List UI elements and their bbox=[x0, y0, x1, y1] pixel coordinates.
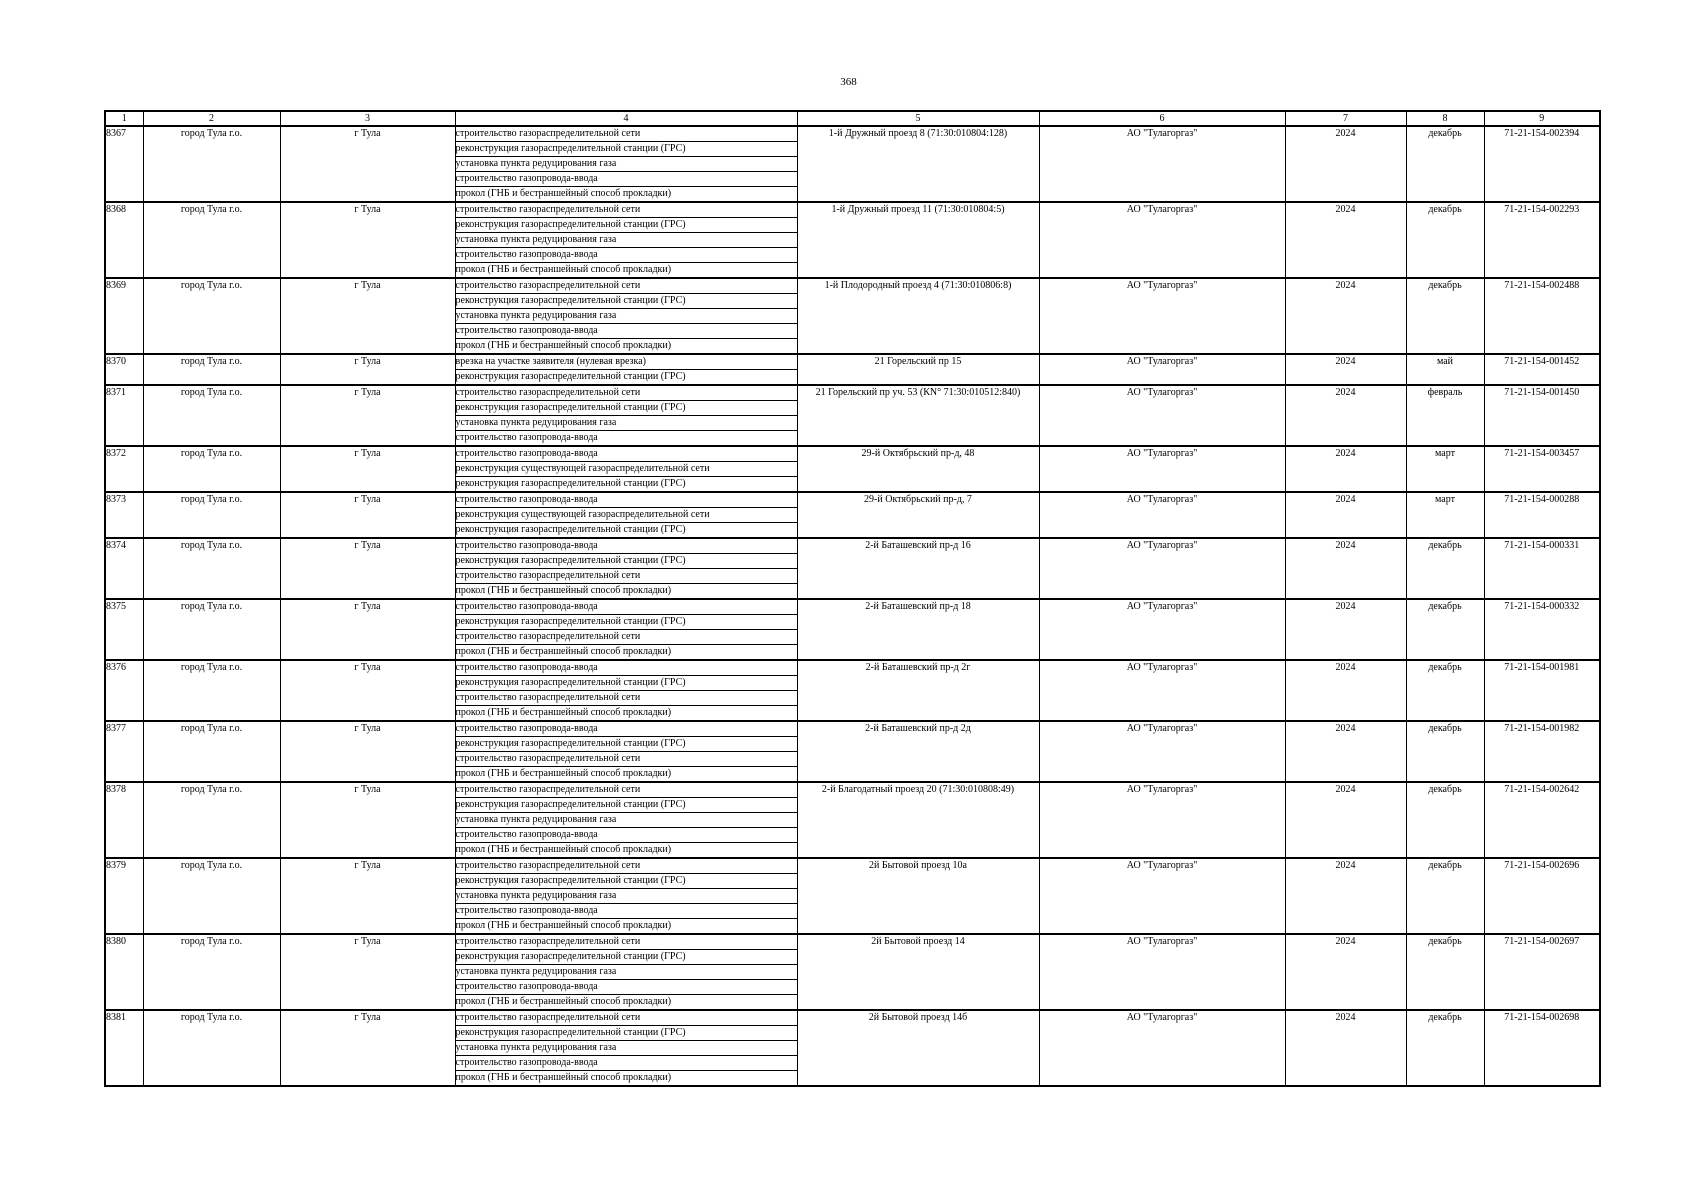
work-item-cell: прокол (ГНБ и бестраншейный способ прокладки) bbox=[455, 187, 797, 203]
code-cell: 71-21-154-002696 bbox=[1484, 858, 1600, 934]
work-item-cell: строительство газопровода-ввода bbox=[455, 599, 797, 615]
month-cell: декабрь bbox=[1406, 278, 1484, 354]
work-item-cell: строительство газораспределительной сети bbox=[455, 782, 797, 798]
work-item-cell: строительство газопровода-ввода bbox=[455, 492, 797, 508]
record-number: 8376 bbox=[105, 660, 143, 721]
record-number: 8367 bbox=[105, 126, 143, 202]
record-number: 8377 bbox=[105, 721, 143, 782]
table-row bbox=[105, 599, 1600, 615]
organization-cell: АО "Тулагоргаз" bbox=[1039, 1010, 1285, 1086]
address-cell: 1-й Дружный проезд 11 (71:30:010804:5) bbox=[797, 202, 1039, 278]
code-cell: 71-21-154-000331 bbox=[1484, 538, 1600, 599]
year-cell: 2024 bbox=[1285, 385, 1406, 446]
work-item-cell: строительство газораспределительной сети bbox=[455, 385, 797, 401]
work-item-cell: строительство газопровода-ввода bbox=[455, 904, 797, 919]
address-cell: 29-й Октябрьский пр-д, 48 bbox=[797, 446, 1039, 492]
work-item-cell: установка пункта редуцирования газа bbox=[455, 233, 797, 248]
organization-cell: АО "Тулагоргаз" bbox=[1039, 599, 1285, 660]
organization-cell: АО "Тулагоргаз" bbox=[1039, 446, 1285, 492]
settlement-cell: г Тула bbox=[280, 721, 455, 782]
column-header: 5 bbox=[797, 111, 1039, 126]
record-number: 8371 bbox=[105, 385, 143, 446]
settlement-cell: г Тула bbox=[280, 354, 455, 385]
work-item-cell: прокол (ГНБ и бестраншейный способ прокладки) bbox=[455, 263, 797, 279]
work-item-cell: строительство газопровода-ввода bbox=[455, 660, 797, 676]
work-item-cell: реконструкция газораспределительной станции (ГРС) bbox=[455, 294, 797, 309]
organization-cell: АО "Тулагоргаз" bbox=[1039, 202, 1285, 278]
district-cell: город Тула г.о. bbox=[143, 202, 280, 278]
address-cell: 2й Бытовой проезд 10а bbox=[797, 858, 1039, 934]
table-row bbox=[105, 385, 1600, 401]
work-item-cell: реконструкция газораспределительной станции (ГРС) bbox=[455, 218, 797, 233]
address-cell: 2-й Баташевский пр-д 18 bbox=[797, 599, 1039, 660]
code-cell: 71-21-154-002697 bbox=[1484, 934, 1600, 1010]
code-cell: 71-21-154-002488 bbox=[1484, 278, 1600, 354]
table-row bbox=[105, 1010, 1600, 1026]
page-number: 368 bbox=[840, 76, 857, 88]
work-item-cell: прокол (ГНБ и бестраншейный способ прокладки) bbox=[455, 919, 797, 935]
work-item-cell: реконструкция газораспределительной станции (ГРС) bbox=[455, 676, 797, 691]
work-item-cell: реконструкция газораспределительной станции (ГРС) bbox=[455, 477, 797, 493]
settlement-cell: г Тула bbox=[280, 599, 455, 660]
settlement-cell: г Тула bbox=[280, 858, 455, 934]
work-item-cell: строительство газораспределительной сети bbox=[455, 1010, 797, 1026]
table-row bbox=[105, 782, 1600, 798]
work-item-cell: строительство газопровода-ввода bbox=[455, 980, 797, 995]
code-cell: 71-21-154-002293 bbox=[1484, 202, 1600, 278]
record-number: 8375 bbox=[105, 599, 143, 660]
work-item-cell: строительство газопровода-ввода bbox=[455, 721, 797, 737]
column-header: 9 bbox=[1484, 111, 1600, 126]
work-item-cell: прокол (ГНБ и бестраншейный способ прокладки) bbox=[455, 339, 797, 355]
work-item-cell: прокол (ГНБ и бестраншейный способ прокладки) bbox=[455, 767, 797, 783]
year-cell: 2024 bbox=[1285, 858, 1406, 934]
work-item-cell: реконструкция газораспределительной станции (ГРС) bbox=[455, 950, 797, 965]
work-item-cell: реконструкция газораспределительной станции (ГРС) bbox=[455, 142, 797, 157]
month-cell: декабрь bbox=[1406, 126, 1484, 202]
address-cell: 21 Горельский пр уч. 53 (КN° 71:30:010512:840) bbox=[797, 385, 1039, 446]
table-row bbox=[105, 660, 1600, 676]
record-number: 8370 bbox=[105, 354, 143, 385]
month-cell: декабрь bbox=[1406, 934, 1484, 1010]
year-cell: 2024 bbox=[1285, 278, 1406, 354]
work-item-cell: реконструкция газораспределительной станции (ГРС) bbox=[455, 615, 797, 630]
address-cell: 2й Бытовой проезд 14 bbox=[797, 934, 1039, 1010]
district-cell: город Тула г.о. bbox=[143, 278, 280, 354]
district-cell: город Тула г.о. bbox=[143, 858, 280, 934]
work-item-cell: прокол (ГНБ и бестраншейный способ прокладки) bbox=[455, 706, 797, 722]
table-row bbox=[105, 278, 1600, 294]
settlement-cell: г Тула bbox=[280, 782, 455, 858]
district-cell: город Тула г.о. bbox=[143, 385, 280, 446]
column-header: 4 bbox=[455, 111, 797, 126]
district-cell: город Тула г.о. bbox=[143, 599, 280, 660]
work-item-cell: реконструкция газораспределительной станции (ГРС) bbox=[455, 370, 797, 386]
organization-cell: АО "Тулагоргаз" bbox=[1039, 538, 1285, 599]
organization-cell: АО "Тулагоргаз" bbox=[1039, 385, 1285, 446]
year-cell: 2024 bbox=[1285, 354, 1406, 385]
month-cell: декабрь bbox=[1406, 538, 1484, 599]
work-item-cell: строительство газопровода-ввода bbox=[455, 446, 797, 462]
table-row bbox=[105, 721, 1600, 737]
year-cell: 2024 bbox=[1285, 782, 1406, 858]
settlement-cell: г Тула bbox=[280, 202, 455, 278]
work-item-cell: строительство газопровода-ввода bbox=[455, 1056, 797, 1071]
work-item-cell: строительство газораспределительной сети bbox=[455, 569, 797, 584]
work-item-cell: строительство газораспределительной сети bbox=[455, 278, 797, 294]
column-header: 2 bbox=[143, 111, 280, 126]
organization-cell: АО "Тулагоргаз" bbox=[1039, 782, 1285, 858]
organization-cell: АО "Тулагоргаз" bbox=[1039, 492, 1285, 538]
address-cell: 1-й Дружный проезд 8 (71:30:010804:128) bbox=[797, 126, 1039, 202]
table-row bbox=[105, 354, 1600, 370]
record-number: 8373 bbox=[105, 492, 143, 538]
work-item-cell: строительство газопровода-ввода bbox=[455, 324, 797, 339]
register-body bbox=[105, 126, 1600, 1086]
work-item-cell: строительство газопровода-ввода bbox=[455, 172, 797, 187]
address-cell: 2-й Баташевский пр-д 2г bbox=[797, 660, 1039, 721]
organization-cell: АО "Тулагоргаз" bbox=[1039, 858, 1285, 934]
table-row bbox=[105, 126, 1600, 142]
work-item-cell: строительство газопровода-ввода bbox=[455, 431, 797, 447]
code-cell: 71-21-154-000288 bbox=[1484, 492, 1600, 538]
table-row bbox=[105, 492, 1600, 508]
month-cell: март bbox=[1406, 446, 1484, 492]
code-cell: 71-21-154-000332 bbox=[1484, 599, 1600, 660]
organization-cell: АО "Тулагоргаз" bbox=[1039, 660, 1285, 721]
year-cell: 2024 bbox=[1285, 934, 1406, 1010]
code-cell: 71-21-154-001450 bbox=[1484, 385, 1600, 446]
year-cell: 2024 bbox=[1285, 492, 1406, 538]
settlement-cell: г Тула bbox=[280, 934, 455, 1010]
work-item-cell: реконструкция существующей газораспределительной сети bbox=[455, 508, 797, 523]
district-cell: город Тула г.о. bbox=[143, 538, 280, 599]
column-header: 3 bbox=[280, 111, 455, 126]
code-cell: 71-21-154-001452 bbox=[1484, 354, 1600, 385]
month-cell: март bbox=[1406, 492, 1484, 538]
work-item-cell: строительство газопровода-ввода bbox=[455, 538, 797, 554]
district-cell: город Тула г.о. bbox=[143, 126, 280, 202]
work-item-cell: реконструкция газораспределительной станции (ГРС) bbox=[455, 798, 797, 813]
year-cell: 2024 bbox=[1285, 721, 1406, 782]
address-cell: 2й Бытовой проезд 14б bbox=[797, 1010, 1039, 1086]
address-cell: 29-й Октябрьский пр-д, 7 bbox=[797, 492, 1039, 538]
work-item-cell: установка пункта редуцирования газа bbox=[455, 309, 797, 324]
address-cell: 2-й Баташевский пр-д 2д bbox=[797, 721, 1039, 782]
work-item-cell: строительство газопровода-ввода bbox=[455, 248, 797, 263]
month-cell: декабрь bbox=[1406, 202, 1484, 278]
work-item-cell: прокол (ГНБ и бестраншейный способ прокладки) bbox=[455, 995, 797, 1011]
work-item-cell: прокол (ГНБ и бестраншейный способ прокладки) bbox=[455, 1071, 797, 1087]
address-cell: 21 Горельский пр 15 bbox=[797, 354, 1039, 385]
column-header: 6 bbox=[1039, 111, 1285, 126]
record-number: 8378 bbox=[105, 782, 143, 858]
organization-cell: АО "Тулагоргаз" bbox=[1039, 721, 1285, 782]
settlement-cell: г Тула bbox=[280, 492, 455, 538]
work-item-cell: установка пункта редуцирования газа bbox=[455, 1041, 797, 1056]
month-cell: декабрь bbox=[1406, 1010, 1484, 1086]
work-item-cell: строительство газораспределительной сети bbox=[455, 934, 797, 950]
record-number: 8368 bbox=[105, 202, 143, 278]
work-item-cell: установка пункта редуцирования газа bbox=[455, 157, 797, 172]
settlement-cell: г Тула bbox=[280, 126, 455, 202]
work-item-cell: строительство газопровода-ввода bbox=[455, 828, 797, 843]
work-item-cell: реконструкция газораспределительной станции (ГРС) bbox=[455, 554, 797, 569]
work-item-cell: строительство газораспределительной сети bbox=[455, 126, 797, 142]
record-number: 8381 bbox=[105, 1010, 143, 1086]
table-row bbox=[105, 934, 1600, 950]
work-item-cell: реконструкция газораспределительной станции (ГРС) bbox=[455, 401, 797, 416]
month-cell: май bbox=[1406, 354, 1484, 385]
address-cell: 2-й Баташевский пр-д 16 bbox=[797, 538, 1039, 599]
work-item-cell: установка пункта редуцирования газа bbox=[455, 965, 797, 980]
column-number-row bbox=[105, 111, 1600, 126]
work-item-cell: реконструкция газораспределительной станции (ГРС) bbox=[455, 1026, 797, 1041]
record-number: 8372 bbox=[105, 446, 143, 492]
work-item-cell: строительство газораспределительной сети bbox=[455, 630, 797, 645]
organization-cell: АО "Тулагоргаз" bbox=[1039, 934, 1285, 1010]
code-cell: 71-21-154-001981 bbox=[1484, 660, 1600, 721]
month-cell: декабрь bbox=[1406, 782, 1484, 858]
work-item-cell: прокол (ГНБ и бестраншейный способ прокладки) bbox=[455, 843, 797, 859]
month-cell: декабрь bbox=[1406, 721, 1484, 782]
work-item-cell: установка пункта редуцирования газа bbox=[455, 889, 797, 904]
work-item-cell: строительство газораспределительной сети bbox=[455, 858, 797, 874]
district-cell: город Тула г.о. bbox=[143, 782, 280, 858]
work-item-cell: реконструкция существующей газораспределительной сети bbox=[455, 462, 797, 477]
register-table bbox=[104, 110, 1601, 1087]
column-header: 1 bbox=[105, 111, 143, 126]
district-cell: город Тула г.о. bbox=[143, 492, 280, 538]
district-cell: город Тула г.о. bbox=[143, 721, 280, 782]
column-header: 7 bbox=[1285, 111, 1406, 126]
code-cell: 71-21-154-002698 bbox=[1484, 1010, 1600, 1086]
year-cell: 2024 bbox=[1285, 202, 1406, 278]
year-cell: 2024 bbox=[1285, 660, 1406, 721]
record-number: 8369 bbox=[105, 278, 143, 354]
work-item-cell: строительство газораспределительной сети bbox=[455, 691, 797, 706]
year-cell: 2024 bbox=[1285, 538, 1406, 599]
month-cell: декабрь bbox=[1406, 599, 1484, 660]
code-cell: 71-21-154-002642 bbox=[1484, 782, 1600, 858]
district-cell: город Тула г.о. bbox=[143, 1010, 280, 1086]
settlement-cell: г Тула bbox=[280, 538, 455, 599]
table-row bbox=[105, 202, 1600, 218]
table-row bbox=[105, 858, 1600, 874]
work-item-cell: реконструкция газораспределительной станции (ГРС) bbox=[455, 523, 797, 539]
code-cell: 71-21-154-003457 bbox=[1484, 446, 1600, 492]
work-item-cell: строительство газораспределительной сети bbox=[455, 752, 797, 767]
organization-cell: АО "Тулагоргаз" bbox=[1039, 126, 1285, 202]
work-item-cell: прокол (ГНБ и бестраншейный способ прокладки) bbox=[455, 584, 797, 600]
district-cell: город Тула г.о. bbox=[143, 934, 280, 1010]
organization-cell: АО "Тулагоргаз" bbox=[1039, 354, 1285, 385]
work-item-cell: реконструкция газораспределительной станции (ГРС) bbox=[455, 874, 797, 889]
code-cell: 71-21-154-001982 bbox=[1484, 721, 1600, 782]
organization-cell: АО "Тулагоргаз" bbox=[1039, 278, 1285, 354]
district-cell: город Тула г.о. bbox=[143, 660, 280, 721]
year-cell: 2024 bbox=[1285, 126, 1406, 202]
record-number: 8379 bbox=[105, 858, 143, 934]
year-cell: 2024 bbox=[1285, 446, 1406, 492]
district-cell: город Тула г.о. bbox=[143, 446, 280, 492]
work-item-cell: установка пункта редуцирования газа bbox=[455, 416, 797, 431]
settlement-cell: г Тула bbox=[280, 385, 455, 446]
settlement-cell: г Тула bbox=[280, 1010, 455, 1086]
district-cell: город Тула г.о. bbox=[143, 354, 280, 385]
work-item-cell: установка пункта редуцирования газа bbox=[455, 813, 797, 828]
settlement-cell: г Тула bbox=[280, 660, 455, 721]
column-header: 8 bbox=[1406, 111, 1484, 126]
month-cell: февраль bbox=[1406, 385, 1484, 446]
settlement-cell: г Тула bbox=[280, 446, 455, 492]
work-item-cell: врезка на участке заявителя (нулевая врезка) bbox=[455, 354, 797, 370]
address-cell: 2-й Благодатный проезд 20 (71:30:010808:49) bbox=[797, 782, 1039, 858]
table-row bbox=[105, 538, 1600, 554]
work-item-cell: реконструкция газораспределительной станции (ГРС) bbox=[455, 737, 797, 752]
year-cell: 2024 bbox=[1285, 599, 1406, 660]
month-cell: декабрь bbox=[1406, 858, 1484, 934]
code-cell: 71-21-154-002394 bbox=[1484, 126, 1600, 202]
year-cell: 2024 bbox=[1285, 1010, 1406, 1086]
address-cell: 1-й Плодородный проезд 4 (71:30:010806:8) bbox=[797, 278, 1039, 354]
work-item-cell: строительство газораспределительной сети bbox=[455, 202, 797, 218]
settlement-cell: г Тула bbox=[280, 278, 455, 354]
month-cell: декабрь bbox=[1406, 660, 1484, 721]
record-number: 8374 bbox=[105, 538, 143, 599]
table-row bbox=[105, 446, 1600, 462]
work-item-cell: прокол (ГНБ и бестраншейный способ прокладки) bbox=[455, 645, 797, 661]
record-number: 8380 bbox=[105, 934, 143, 1010]
